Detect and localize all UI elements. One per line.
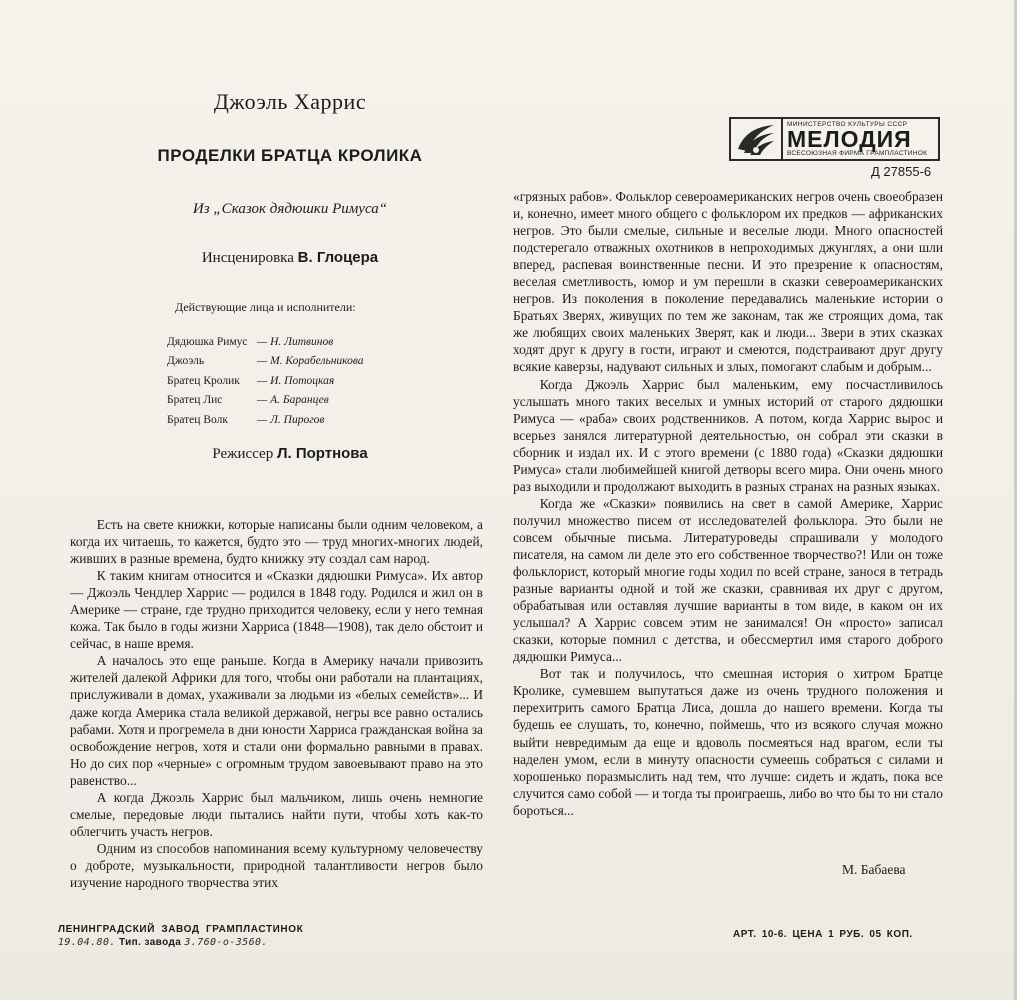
cast-role: Дядюшка Римус (167, 335, 248, 348)
paragraph: Есть на свете книжки, которые написаны были одним человеком, а когда их читаешь, то кажется, будто это — труд многих-многих людей, живших в разные времена, будто книжку эту создал сам народ. (70, 517, 483, 567)
print-info-line (58, 937, 268, 948)
cast-row (167, 332, 447, 352)
logo-ministry: МИНИСТЕРСТВО КУЛЬТУРЫ СССР (787, 121, 908, 128)
cast-role: Братец Лис (167, 394, 223, 407)
director-credit (120, 445, 460, 463)
paragraph: А началось это еще раньше. Когда в Америку начали привозить жителей далекой Африки для того, чтобы они работали на плантациях, прислуживали в домах, ухаживали за людьми из «белых семейств»... И даже когда Америка стала великой державой, негры все равно остались рабами. Хотя и прогремела в дни юности Харриса гражданская война за освобождение негров, хотя и стали они формально равными в правах. Но до сих пор «черные» с огромным трудом завоевывают право на это равенство... (70, 653, 483, 788)
cast-actor: — М. Корабельникова (257, 355, 364, 368)
cast-row (167, 410, 447, 430)
cast-role: Братец Волк (167, 413, 228, 426)
paragraph: «грязных рабов». Фольклор североамериканских негров очень своеобразен и, конечно, имеет много общего с фольклором их предков — африканских негров. Это были смелые, сильные и веселые люди. Много опасностей подстерегало отважных охотников в непроходимых джунглях, а они шли вперед, распевая воинственные песни. И это презрение к опасностям, веселая сметливость, юмор и ум перешли в сказки североамериканских негров. Из поколения в поколение передавались маленькие истории о Братьях Зверях, живущих по тем же законам, так же строящих дома, так же любящих своих маленьких Зверят, как и люди... Звери в этих сказках ходят друг к другу в гости, играют и смеются, подстраивают друг другу всякие каверзы, надувают сильных и злых, помогают слабым и добрым... (513, 189, 943, 375)
record-title: ПРОДЕЛКИ БРАТЦА КРОЛИКА (157, 146, 423, 165)
staging-label: Инсценировка (201, 250, 294, 266)
melodiya-emblem-icon (731, 119, 783, 159)
left-text-column (70, 516, 483, 891)
cast-row (167, 352, 447, 372)
handwritten-order: 3.760-о-3560. (184, 937, 268, 948)
cast-row (167, 371, 447, 391)
cast-list (167, 332, 447, 430)
author-name: Джоэль Харрис (213, 89, 367, 114)
cast-row (167, 391, 447, 411)
print-info: Тип. завода (118, 937, 182, 948)
record-subtitle: Из „Сказок дядюшки Римуса“ (192, 201, 388, 217)
staging-credit (120, 249, 460, 267)
right-text-column (513, 188, 943, 819)
cast-role: Братец Кролик (167, 374, 240, 387)
melodiya-logo (729, 117, 940, 161)
plant-name: ЛЕНИНГРАДСКИЙ ЗАВОД ГРАМПЛАСТИНОК (58, 924, 304, 935)
director-label: Режиссер (212, 446, 274, 462)
logo-brand: МЕЛОДИЯ (787, 126, 912, 152)
cast-heading: Действующие лица и исполнители: (175, 300, 356, 314)
paragraph: А когда Джоэль Харрис был мальчиком, лишь очень немногие смелые, передовые люди пытались найти пути, чтобы хоть как-то облегчить участь негров. (70, 789, 483, 839)
catalog-number: Д 27855-6 (871, 164, 932, 179)
paragraph: К таким книгам относится и «Сказки дядюшки Римуса». Их автор — Джоэль Чендлер Харрис — родился в 1848 году. Родился и жил он в Америке — стране, где трудно приходится человеку, если у него темная кожа. Так было в годы жизни Харриса (1848—1908), так дело обстоит и сейчас, в наше время. (70, 568, 483, 652)
cast-role: Джоэль (167, 355, 205, 368)
paragraph: Вот так и получилось, что смешная история о хитром Братце Кролике, сумевшем выпутаться даже из очень трудного положения и перехитрить самого Братца Лиса, дошла до нашего времени. Когда ты будешь ее слушать, то, конечно, поймешь, что из всякого случая можно выйти невредимым да еще и вдоволь посмеяться над врагом, если ты наделен умом, если в минуту опасности сумеешь собраться с силами и хорошенько поразмыслить над тем, что лучше: сидеть и ждать, пока все случится само собой — и тогда ты проиграешь, либо во что бы то ни стало бороться... (513, 666, 943, 818)
paragraph: Одним из способов напоминания всему культурному человечеству о доброте, музыкальности, природной талантливости негров было изучение народного творчества этих (70, 840, 483, 890)
handwritten-date: 19.04.80. (58, 937, 116, 948)
paragraph: Когда же «Сказки» появились на свет в самой Америке, Харрис получил множество писем от исследователей фольклора. Это были не совсем обычные письма. Литературоведы спрашивали у молодого писателя, на самом ли деле это его собственное творчество?! Или он тоже фольклорист, который многие годы ходил по всей стране, занося в тетрадь разные варианты одной и той же сказки, сравнивая их друг с другом, обрабатывая или оставляя лучшие варианты в том виде, в каком он их услышал? А Харрис совсем этим не занимался! Он «просто» записал сказки, которые помнил с детства, и обессмертил имя старого доброго дядюшки Римуса... (513, 495, 943, 665)
paragraph: Когда Джоэль Харрис был маленьким, ему посчастливилось услышать много таких веселых и умных историй от старого дядюшки Римуса — «раба» своих родственников. А потом, когда Харрис вырос и всерьез занялся литературной деятельностью, он собрал эти сказки в сборник и издал их. И с этого времени (с 1880 года) «Сказки дядюшки Римуса» стали любимейшей книгой детворы всего мира. Они очень много раз выходили и продолжают выходить в разных странах на разных языках. (513, 376, 943, 494)
cast-actor: — А. Баранцев (257, 394, 329, 407)
cast-actor: — И. Потоцкая (257, 374, 335, 387)
cast-actor: — Л. Пирогов (257, 413, 325, 426)
signature: М. Бабаева (842, 862, 906, 877)
logo-text (783, 119, 938, 159)
cast-actor: — Н. Литвинов (257, 335, 334, 348)
director-name: Л. Портнова (276, 445, 368, 462)
price-info: АРТ. 10-6. ЦЕНА 1 РУБ. 05 КОП. (733, 929, 913, 940)
logo-firm: ВСЕСОЮЗНАЯ ФИРМА ГРАМПЛАСТИНОК (787, 150, 928, 157)
staging-name: В. Глоцера (297, 249, 379, 266)
